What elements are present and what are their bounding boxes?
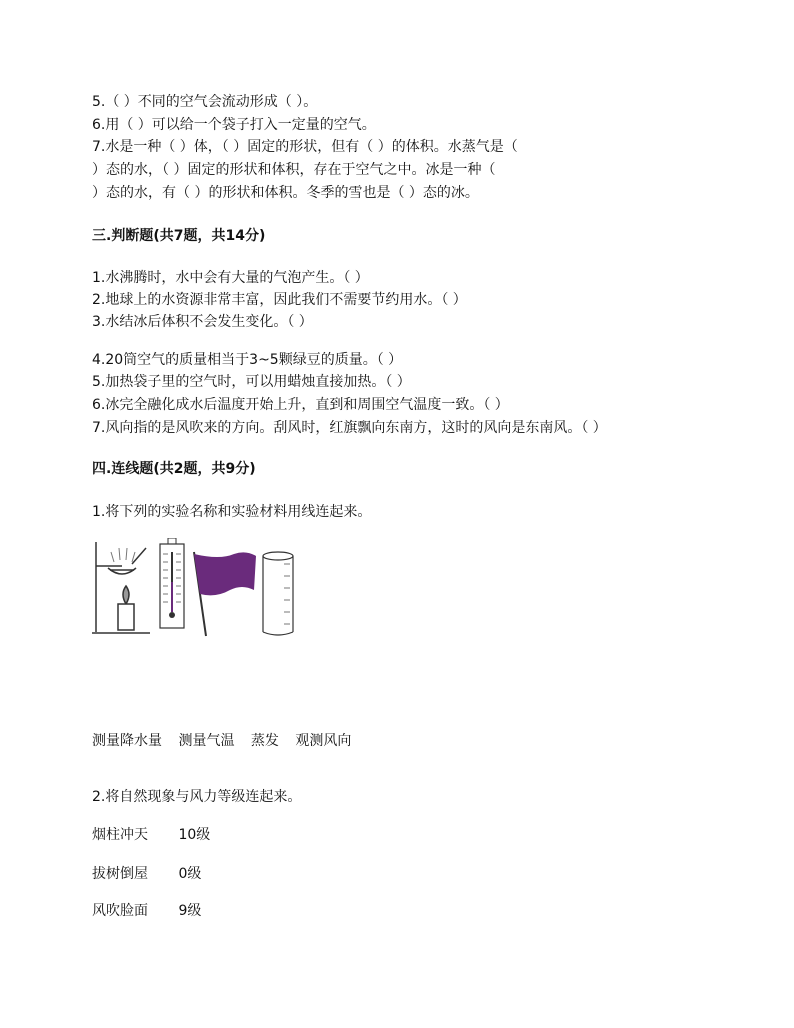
- judge-item-6: 6.冰完全融化成水后温度开始上升，直到和周围空气温度一致。（ ）: [92, 397, 509, 413]
- judge-item-4: 4.20筒空气的质量相当于3~5颗绿豆的质量。（ ）: [92, 352, 403, 368]
- wind-row-2: [92, 863, 201, 883]
- flag-image: [190, 550, 260, 638]
- phenomenon-label: 风吹脸面: [92, 903, 148, 919]
- wind-level-label: 9级: [178, 903, 202, 919]
- section4-title: 四.连线题(共2题，共9分): [92, 461, 256, 477]
- experiment-labels: [92, 730, 351, 750]
- phenomenon-label: 烟柱冲天: [92, 827, 148, 843]
- judge-item-5: 5.加热袋子里的空气时，可以用蜡烛直接加热。（ ）: [92, 374, 411, 390]
- label-measure-temperature: 测量气温: [178, 733, 235, 749]
- fill-question-6: 6.用（ ）可以给一个袋子打入一定量的空气。: [92, 117, 376, 133]
- judge-item-1: 1.水沸腾时，水中会有大量的气泡产生。（ ）: [92, 270, 369, 286]
- phenomenon-label: 拔树倒屋: [92, 866, 148, 882]
- wind-level-label: 10级: [178, 827, 211, 843]
- section3-title: 三.判断题(共7题，共14分): [92, 228, 266, 244]
- wind-row-3: [92, 900, 201, 920]
- wind-row-1: [92, 824, 210, 844]
- fill-question-7-line2: ）态的水，（ ）固定的形状和体积，存在于空气之中。冰是一种（: [92, 162, 496, 178]
- fill-question-7-line3: ）态的水，有（ ）的形状和体积。冬季的雪也是（ ）态的冰。: [92, 185, 479, 201]
- judge-item-7: 7.风向指的是风吹来的方向。刮风时，红旗飘向东南方，这时的风向是东南风。（ ）: [92, 420, 607, 436]
- label-observe-wind-direction: 观测风向: [295, 733, 352, 749]
- fill-question-5: 5.（ ）不同的空气会流动形成（ ）。: [92, 94, 318, 110]
- fill-question-7-line1: 7.水是一种（ ）体，（ ）固定的形状，但有（ ）的体积。水蒸气是（: [92, 139, 518, 155]
- judge-item-2: 2.地球上的水资源非常丰富，因此我们不需要节约用水。（ ）: [92, 292, 467, 308]
- label-measure-rainfall: 测量降水量: [92, 733, 162, 749]
- match-q2-prompt: 2.将自然现象与风力等级连起来。: [92, 789, 302, 805]
- judge-item-3: 3.水结冰后体积不会发生变化。（ ）: [92, 314, 313, 330]
- evaporation-apparatus-image: [92, 538, 154, 638]
- rain-gauge-image: [260, 550, 296, 640]
- match-q1-prompt: 1.将下列的实验名称和实验材料用线连起来。: [92, 504, 372, 520]
- wind-level-label: 0级: [178, 866, 202, 882]
- label-evaporation: 蒸发: [250, 733, 279, 749]
- thermometer-image: [158, 538, 186, 630]
